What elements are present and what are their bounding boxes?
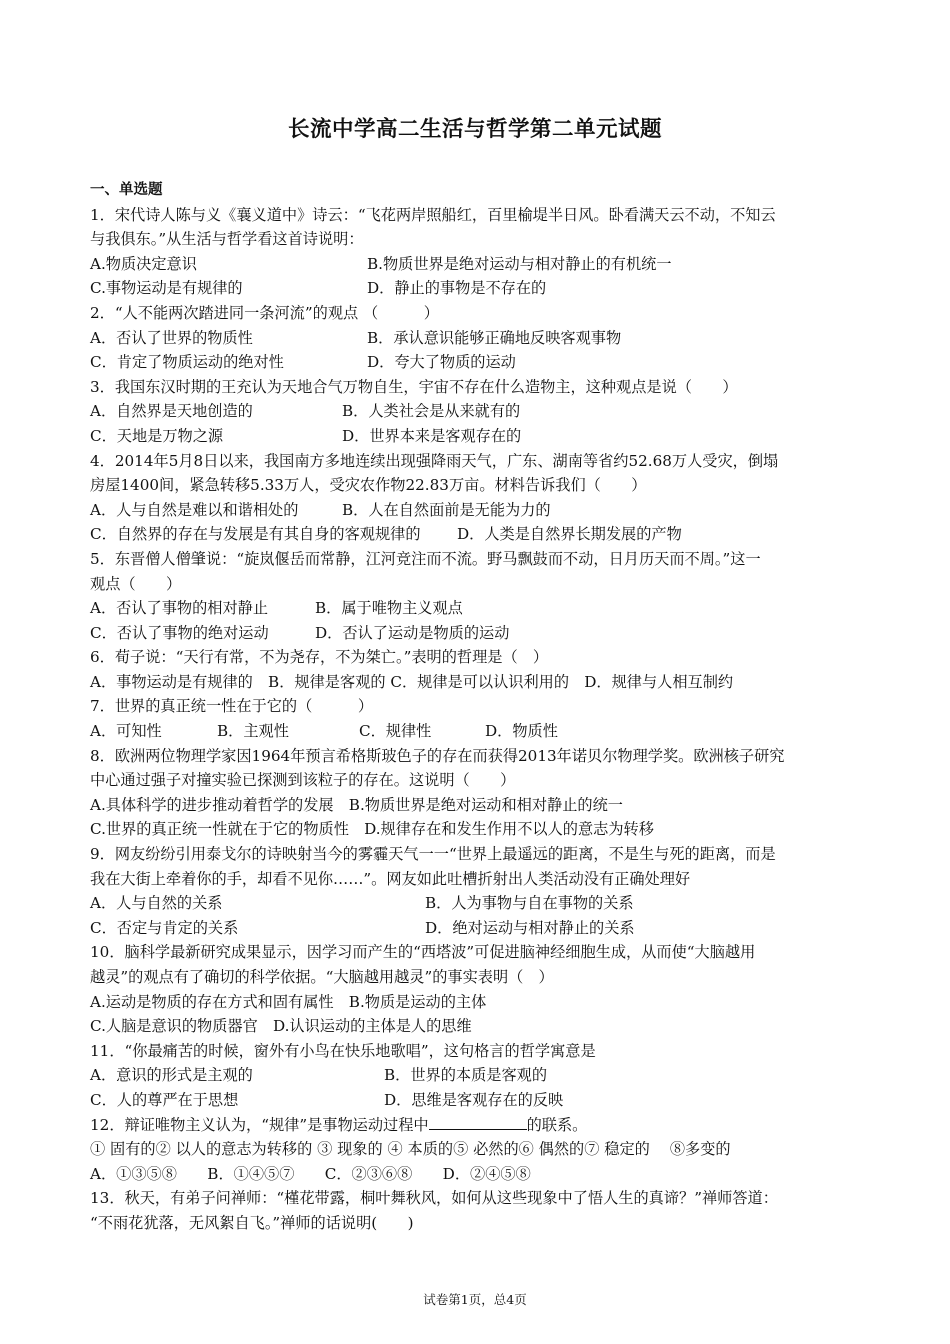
- option: C．肯定了物质运动的绝对性: [90, 353, 284, 372]
- option-row: [90, 424, 865, 449]
- question-text: 的联系。: [526, 1115, 588, 1134]
- option: C．否认了事物的绝对运动: [90, 623, 269, 642]
- text-line: 10．脑科学最新研究成果显示，因学习而产生的“西塔波”可促进脑神经细胞生成，从而使“大脑越用: [90, 943, 756, 962]
- page-title: 长流中学高二生活与哲学第二单元试题: [287, 117, 662, 142]
- option: D．绝对运动与相对静止的关系: [425, 918, 635, 937]
- option: A．否认了事物的相对静止: [90, 599, 269, 618]
- option: C．否定与肯定的关系: [90, 918, 239, 937]
- option: B．承认意识能够正确地反映客观事物: [367, 328, 622, 347]
- option: A．可知性: [90, 722, 162, 741]
- option: B．主观性: [217, 722, 289, 741]
- text-line: C.人脑是意识的物质器官 D.认识运动的主体是人的思维: [90, 1017, 472, 1036]
- option: D．人类是自然界长期发展的产物: [457, 525, 682, 544]
- option: C．自然界的存在与发展是有其自身的客观规律的: [90, 525, 421, 544]
- option-row: [90, 1063, 865, 1088]
- text-line: 我在大街上牵着你的手，却看不见你……”。网友如此吐槽折射出人类活动没有正确处理好: [90, 869, 691, 888]
- text-line: [90, 1113, 865, 1138]
- option-row: [90, 276, 865, 301]
- text-line: 2．“人不能两次踏进同一条河流”的观点 （ ）: [90, 303, 439, 322]
- option: D．世界本来是客观存在的: [342, 426, 522, 445]
- text-line: A.运动是物质的存在方式和固有属性 B.物质是运动的主体: [90, 992, 487, 1011]
- option: A．意识的形式是主观的: [90, 1066, 253, 1085]
- answer-blank: [429, 1113, 527, 1130]
- question-text: 12．辩证唯物主义认为，“规律”是事物运动过程中: [90, 1115, 429, 1134]
- option: C.事物运动是有规律的: [90, 279, 243, 298]
- text-line: A.具体科学的进步推动着哲学的发展 B.物质世界是绝对运动和相对静止的统一: [90, 795, 623, 814]
- option-row: [90, 916, 865, 941]
- text-line: 3．我国东汉时期的王充认为天地合气万物自生，宇宙不存在什么造物主，这种观点是说（ ）: [90, 377, 738, 396]
- page-footer: 试卷第1页，总4页: [423, 1292, 527, 1307]
- option: B.物质世界是绝对运动与相对静止的有机统一: [367, 254, 672, 273]
- text-line: “不雨花犹落，无风絮自飞。”禅师的话说明( ): [90, 1213, 414, 1232]
- option: C．规律性: [359, 722, 432, 741]
- option-row: [90, 891, 865, 916]
- text-line: A．事物运动是有规律的 B．规律是客观的 C．规律是可以认识利用的 D．规律与人相互制约: [90, 672, 734, 691]
- text-line: 1．宋代诗人陈与义《襄义道中》诗云：“飞花两岸照船红，百里榆堤半日风。卧看满天云不动，不知云: [90, 205, 776, 224]
- option-row: [90, 498, 865, 523]
- option: B．人为事物与自在事物的关系: [425, 894, 634, 913]
- text-line: 8．欧洲两位物理学家因1964年预言希格斯玻色子的存在而获得2013年诺贝尔物理学奖。欧洲核子研究: [90, 746, 785, 765]
- option: B．属于唯物主义观点: [315, 599, 463, 618]
- text-line: 6．荀子说：“天行有常，不为尧存，不为桀亡。”表明的哲理是（ ）: [90, 648, 549, 667]
- option: D．静止的事物是不存在的: [367, 279, 547, 298]
- option-row: [90, 596, 865, 621]
- option: D．夸大了物质的运动: [367, 353, 516, 372]
- text-line: 7．世界的真正统一性在于它的（ ）: [90, 697, 374, 716]
- option-row: [90, 1088, 865, 1113]
- text-line: 与我俱东。”从生活与哲学看这首诗说明：: [90, 230, 364, 249]
- section-heading: 一、单选题: [90, 182, 163, 198]
- option-row: [90, 522, 865, 547]
- text-line: 13．秋天，有弟子问禅师：“槿花带露，桐叶舞秋风，如何从这些现象中了悟人生的真谛？”禅师答道：: [90, 1189, 778, 1208]
- text-line: 5．东晋僧人僧肇说：“旋岚偃岳而常静，江河竞注而不流。野马飘鼓而不动，日月历天而不周。”这一: [90, 549, 761, 568]
- option: A.物质决定意识: [90, 254, 197, 273]
- text-line: 11．“你最痛苦的时候，窗外有小鸟在快乐地歌唱”，这句格言的哲学寓意是: [90, 1041, 596, 1060]
- text-line: A．①③⑤⑧ B．①④⑤⑦ C．②③⑥⑧ D．②④⑤⑧: [90, 1164, 531, 1183]
- option: C．人的尊严在于思想: [90, 1090, 239, 1109]
- option: D．否认了运动是物质的运动: [315, 623, 510, 642]
- option: A．自然界是天地创造的: [90, 402, 253, 421]
- text-line: 4．2014年5月8日以来，我国南方多地连续出现强降雨天气，广东、湖南等省约52.68万人受灾，倒塌: [90, 451, 779, 470]
- option: B．世界的本质是客观的: [384, 1066, 548, 1085]
- option-row: [90, 399, 865, 424]
- option-row: [90, 719, 865, 744]
- option-row: [90, 252, 865, 277]
- option: A．否认了世界的物质性: [90, 328, 253, 347]
- option: D．思维是客观存在的反映: [384, 1090, 564, 1109]
- text-line: 越灵”的观点有了确切的科学依据。“大脑越用越灵”的事实表明（ ）: [90, 968, 554, 986]
- text-line: 观点（ ）: [90, 574, 182, 593]
- option-row: [90, 621, 865, 646]
- option: A．人与自然是难以和谐相处的: [90, 500, 299, 519]
- text-line: ① 固有的② 以人的意志为转移的 ③ 现象的 ④ 本质的⑤ 必然的⑥ 偶然的⑦ 稳定的 ⑧多变的: [90, 1140, 731, 1159]
- option: D．物质性: [485, 722, 558, 741]
- option: B．人类社会是从来就有的: [342, 402, 521, 421]
- option: A．人与自然的关系: [90, 894, 223, 913]
- text-line: 中心通过强子对撞实验已探测到该粒子的存在。这说明（ ）: [90, 771, 516, 790]
- option-row: [90, 350, 865, 375]
- question-body: [90, 178, 865, 1236]
- text-line: 房屋1400间，紧急转移5.33万人，受灾农作物22.83万亩。材料告诉我们（ ）: [90, 476, 647, 495]
- text-line: 9．网友纷纷引用泰戈尔的诗映射当今的雾霾天气一一“世界上最遥远的距离，不是生与死的距离，而是: [90, 845, 776, 864]
- option: B．人在自然面前是无能为力的: [342, 500, 551, 519]
- option-row: [90, 326, 865, 351]
- option: C．天地是万物之源: [90, 426, 224, 445]
- text-line: C.世界的真正统一性就在于它的物质性 D.规律存在和发生作用不以人的意志为转移: [90, 820, 654, 839]
